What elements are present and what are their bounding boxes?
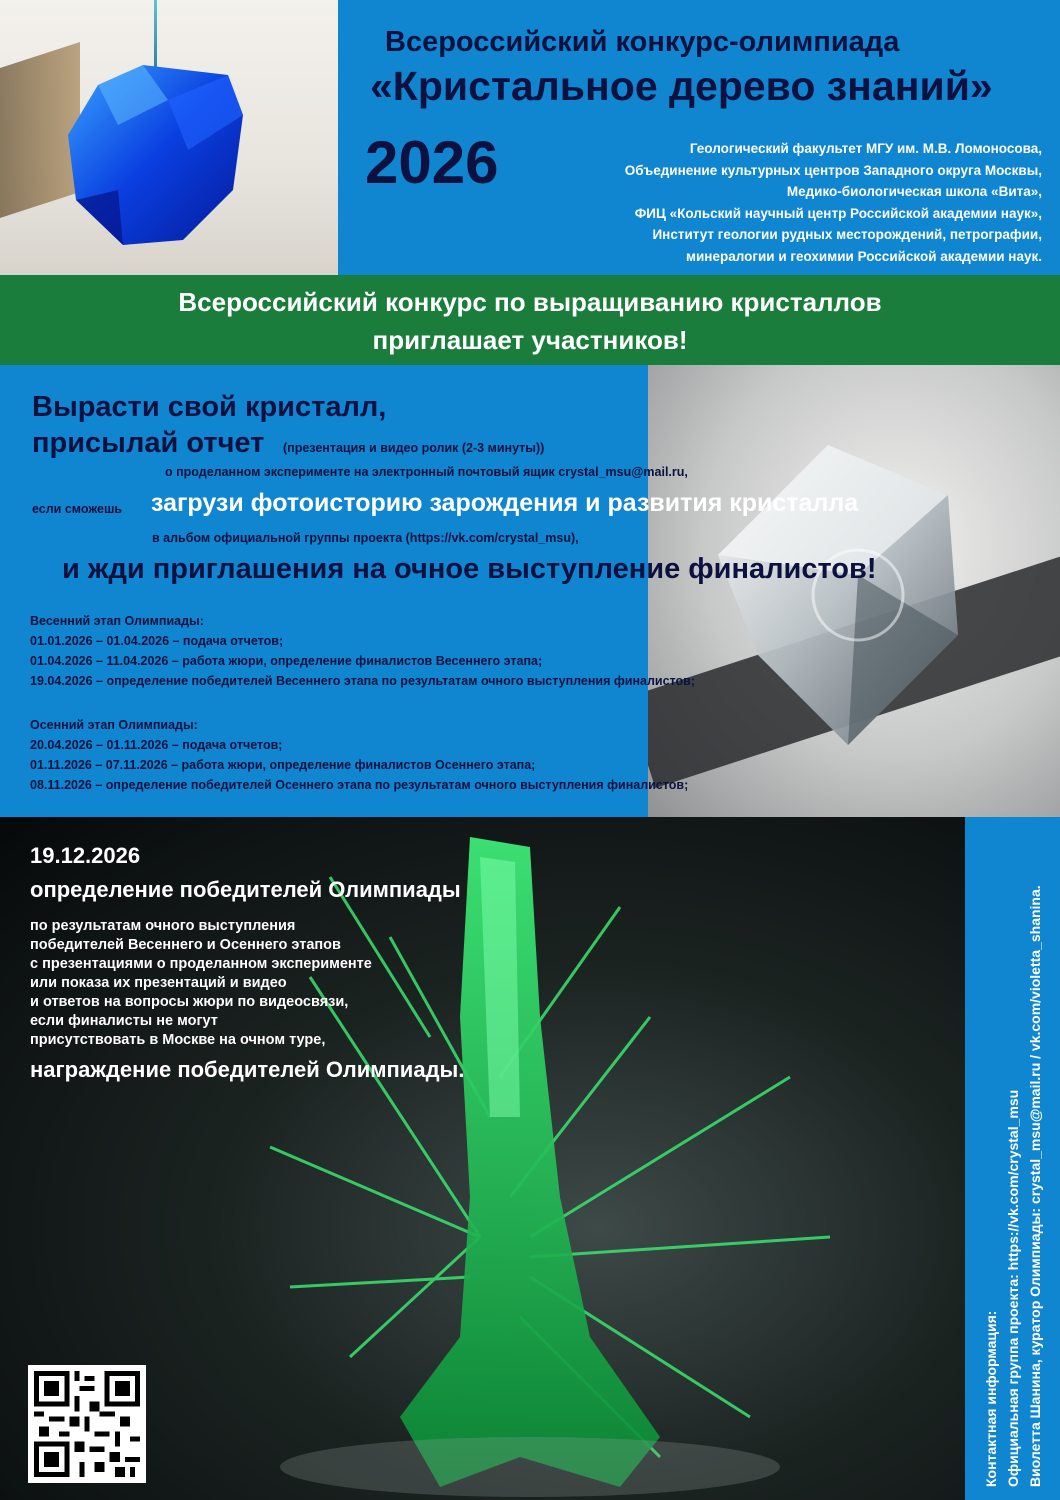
title-line-2: «Кристальное дерево знаний» <box>370 63 993 109</box>
contact-info <box>980 827 1046 1487</box>
if-possible-label: если сможешь <box>32 502 123 516</box>
instructions-section <box>0 365 1060 817</box>
year: 2026 <box>365 129 499 196</box>
final-details <box>30 917 372 1050</box>
final-detail-line: и ответов на вопросы жюри по видеосвязи, <box>30 994 349 1010</box>
organizer: Геологический факультет МГУ им. М.В. Ломоносова, <box>689 141 1042 156</box>
autumn-stage-item: 08.11.2026 – определение победителей Осеннего этапа по результатам очного выступления финалистов; <box>30 778 689 792</box>
banner-line-1: Всероссийский конкурс по выращиванию кристаллов <box>178 287 882 317</box>
final-detail-line: или показа их презентаций и видео <box>30 975 287 991</box>
autumn-stage-title: Осенний этап Олимпиады: <box>30 718 198 732</box>
album-line: в альбом официальной группы проекта (https://vk.com/crystal_msu), <box>152 531 579 545</box>
wait-invitation-heading: и жди приглашения на очное выступление финалистов! <box>62 553 877 585</box>
final-date: 19.12.2026 <box>30 843 141 868</box>
autumn-stage-item: 20.04.2026 – 01.11.2026 – подача отчетов; <box>30 738 283 752</box>
blue-crystal-icon <box>58 40 258 255</box>
spring-stage-item: 19.04.2026 – определение победителей Весеннего этапа по результатам очного выступления финалистов; <box>30 674 696 688</box>
grow-crystal-heading: Вырасти свой кристалл, <box>32 391 387 423</box>
clear-crystal-icon <box>698 435 998 755</box>
contact-title: Контактная информация: <box>983 1310 999 1487</box>
final-detail-line: присутствовать в Москве на очном туре, <box>30 1032 326 1048</box>
banner-line-2: приглашает участников! <box>372 325 688 355</box>
final-detail-line: победителей Весеннего и Осеннего этапов <box>30 937 341 953</box>
spring-stage-item: 01.04.2026 – 11.04.2026 – работа жюри, определение финалистов Весеннего этапа; <box>30 654 543 668</box>
final-detail-line: по результатам очного выступления <box>30 918 296 934</box>
upload-photo-heading: загрузи фотоисторию зарождения и развития кристалла <box>151 489 859 517</box>
contact-curator[interactable]: Виолетта Шанина, куратор Олимпиады: crystal_msu@mail.ru / vk.com/violetta_shanina. <box>1027 885 1043 1487</box>
spring-stage-item: 01.01.2026 – 01.04.2026 – подача отчетов; <box>30 634 284 648</box>
contact-group-link[interactable]: Официальная группа проекта: https://vk.com/crystal_msu <box>1005 1089 1021 1487</box>
qr-code-icon <box>34 1371 140 1477</box>
email-line: о проделанном эксперименте на электронный почтовый ящик crystal_msu@mail.ru, <box>165 465 688 479</box>
organizer: минералогии и геохимии Российской академии наук. <box>686 248 1042 264</box>
blue-crystal-photo <box>0 0 338 275</box>
organizer: Объединение культурных центров Западного округа Москвы, <box>624 162 1042 178</box>
organizer: Медико-биологическая школа «Вита», <box>786 184 1042 199</box>
final-detail-line: если финалисты не могут <box>30 1013 218 1029</box>
header <box>0 0 1060 275</box>
autumn-stage <box>30 715 688 795</box>
final-heading: определение победителей Олимпиады <box>30 877 461 902</box>
organizer: ФИЦ «Кольский научный центр Российской академии наук», <box>634 205 1042 221</box>
organizers-list <box>522 138 1042 267</box>
award-heading: награждение победителей Олимпиады. <box>30 1057 465 1082</box>
spring-stage-title: Весенний этап Олимпиады: <box>30 614 204 628</box>
send-report-heading: присылай отчет <box>32 427 265 459</box>
report-format-note: (презентация и видео ролик (2-3 минуты)) <box>283 441 545 455</box>
contact-strip <box>965 817 1060 1500</box>
clear-crystal-photo <box>648 365 1060 817</box>
spring-stage <box>30 611 695 691</box>
organizer: Институт геологии рудных месторождений, петрографии, <box>652 227 1042 242</box>
final-detail-line: с презентациями о проделанном эксперименте <box>30 956 372 972</box>
qr-code[interactable] <box>28 1365 146 1483</box>
autumn-stage-item: 01.11.2026 – 07.11.2026 – работа жюри, определение финалистов Осеннего этапа; <box>30 758 536 772</box>
final-section <box>0 817 965 1500</box>
title-line-1: Всероссийский конкурс-олимпиада <box>385 26 900 58</box>
invitation-banner <box>0 275 1060 365</box>
